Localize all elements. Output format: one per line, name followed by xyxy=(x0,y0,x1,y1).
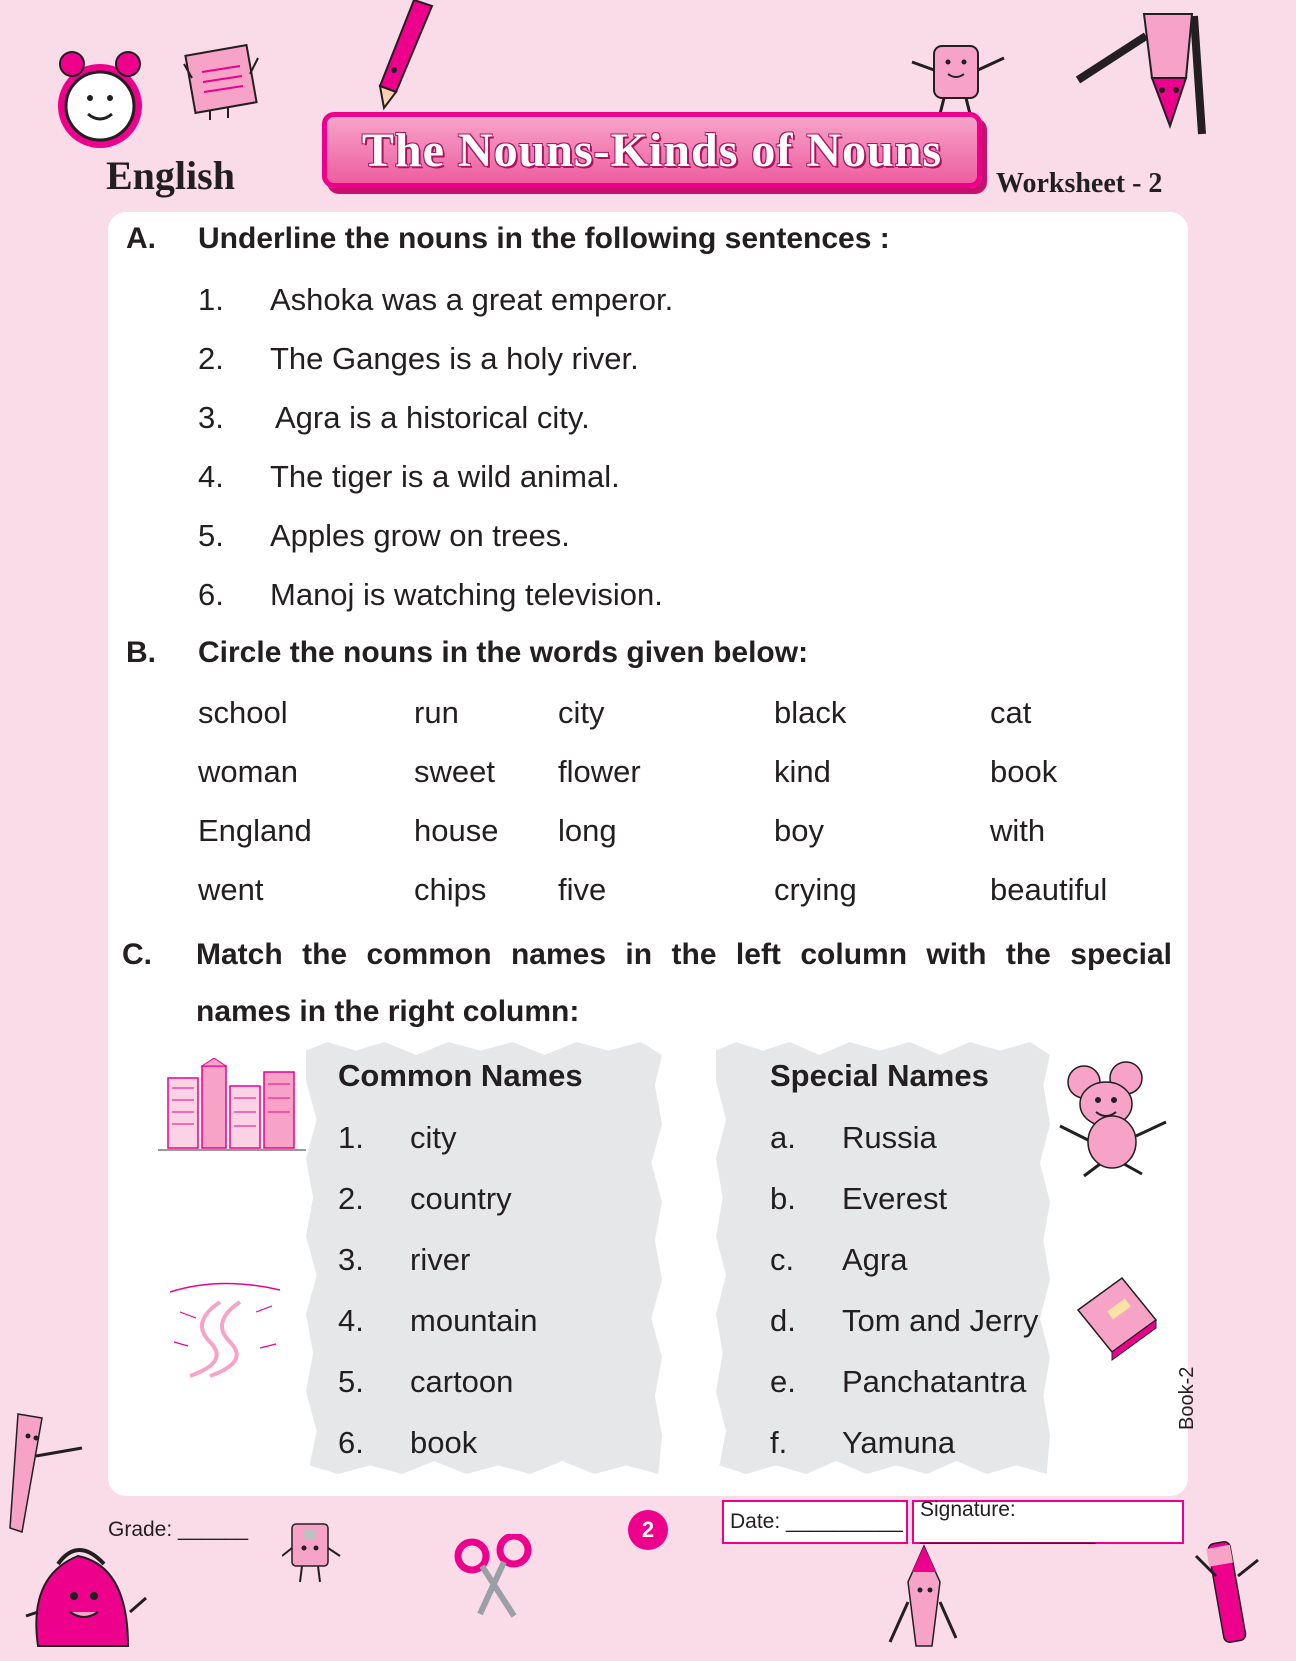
section-a-sentence: Agra is a historical city. xyxy=(275,400,590,435)
date-field[interactable]: Date: __________ xyxy=(730,1510,903,1533)
signature-box[interactable] xyxy=(912,1500,1184,1544)
mouse-cartoon-icon xyxy=(1054,1060,1174,1185)
noun-word[interactable]: England xyxy=(198,813,312,848)
noun-word[interactable]: chips xyxy=(414,872,487,907)
section-a-sentence: Apples grow on trees. xyxy=(270,518,570,553)
noun-word[interactable]: kind xyxy=(774,754,831,789)
river-icon xyxy=(160,1272,290,1387)
section-a-item-number: 1. xyxy=(198,282,224,317)
section-a-item-number: 5. xyxy=(198,518,224,553)
book-label: Book-2 xyxy=(1176,1366,1198,1430)
scissors-icon xyxy=(452,1534,538,1625)
common-name-number: 6. xyxy=(338,1425,364,1460)
noun-word[interactable]: boy xyxy=(774,813,824,848)
section-a-sentence: The tiger is a wild animal. xyxy=(270,459,620,494)
book-icon xyxy=(1068,1270,1164,1371)
noun-word[interactable]: with xyxy=(990,813,1046,848)
eraser-icon xyxy=(904,40,1014,121)
special-name-letter: e. xyxy=(770,1364,796,1399)
worksheet-label: Worksheet - 2 xyxy=(996,168,1163,199)
special-name[interactable]: Tom and Jerry xyxy=(842,1303,1039,1338)
common-name-number: 5. xyxy=(338,1364,364,1399)
special-names-heading: Special Names xyxy=(770,1058,989,1093)
special-name-letter: b. xyxy=(770,1181,796,1216)
common-name-number: 1. xyxy=(338,1120,364,1155)
page-number-badge: 2 xyxy=(628,1510,668,1550)
common-name[interactable]: river xyxy=(410,1242,471,1277)
common-name[interactable]: city xyxy=(410,1120,457,1155)
common-names-heading: Common Names xyxy=(338,1058,583,1093)
noun-word[interactable]: house xyxy=(414,813,499,848)
common-name[interactable]: mountain xyxy=(410,1303,538,1338)
noun-word[interactable]: black xyxy=(774,695,847,730)
noun-word[interactable]: went xyxy=(198,872,264,907)
section-b-letter: B. xyxy=(126,636,156,669)
grade-field[interactable]: Grade: ______ xyxy=(108,1518,249,1541)
title-banner xyxy=(322,112,982,188)
section-a-item-number: 4. xyxy=(198,459,224,494)
noun-word[interactable]: school xyxy=(198,695,288,730)
pen-icon xyxy=(1190,1536,1266,1659)
noun-word[interactable]: crying xyxy=(774,872,857,907)
section-a-sentence: The Ganges is a holy river. xyxy=(270,341,639,376)
section-a-letter: A. xyxy=(126,222,156,255)
city-buildings-icon xyxy=(158,1058,306,1163)
date-box[interactable] xyxy=(722,1500,908,1544)
common-name[interactable]: country xyxy=(410,1181,512,1216)
special-name[interactable]: Agra xyxy=(842,1242,908,1277)
sharpener-icon xyxy=(282,1518,342,1593)
special-name[interactable]: Yamuna xyxy=(842,1425,956,1460)
noun-word[interactable]: city xyxy=(558,695,605,730)
special-name-letter: d. xyxy=(770,1303,796,1338)
special-name[interactable]: Russia xyxy=(842,1120,937,1155)
section-a-item-number: 3. xyxy=(198,400,224,435)
section-b-instruction: Circle the nouns in the words given below: xyxy=(198,636,809,669)
pencil-icon xyxy=(370,0,440,117)
special-name[interactable]: Everest xyxy=(842,1181,948,1216)
pencil-character-icon xyxy=(1074,8,1214,143)
special-name[interactable]: Panchatantra xyxy=(842,1364,1027,1399)
common-name-number: 3. xyxy=(338,1242,364,1277)
section-c-letter: C. xyxy=(122,938,152,971)
section-a-instruction: Underline the nouns in the following sentences : xyxy=(198,222,890,255)
subject-label: English xyxy=(106,153,235,198)
noun-word[interactable]: five xyxy=(558,872,607,907)
common-name[interactable]: cartoon xyxy=(410,1364,514,1399)
common-name-number: 4. xyxy=(338,1303,364,1338)
section-a-item-number: 2. xyxy=(198,341,224,376)
noun-word[interactable]: long xyxy=(558,813,617,848)
common-name[interactable]: book xyxy=(410,1425,478,1460)
noun-word[interactable]: run xyxy=(414,695,459,730)
noun-word[interactable]: book xyxy=(990,754,1058,789)
notepad-icon xyxy=(176,44,266,129)
section-a-item-number: 6. xyxy=(198,577,224,612)
section-c-instruction-line-2: names in the right column: xyxy=(196,995,580,1028)
crayon-icon xyxy=(884,1542,964,1659)
special-name-letter: a. xyxy=(770,1120,796,1155)
signature-field[interactable]: Signature: _______________ xyxy=(920,1498,1096,1545)
section-c-instruction-line-1: Match the common names in the left column with the special xyxy=(196,938,1172,971)
alarm-clock-icon xyxy=(52,46,152,161)
section-a-sentence: Ashoka was a great emperor. xyxy=(270,282,674,317)
noun-word[interactable]: beautiful xyxy=(990,872,1108,907)
section-a-sentence: Manoj is watching television. xyxy=(270,577,663,612)
noun-word[interactable]: sweet xyxy=(414,754,495,789)
noun-word[interactable]: woman xyxy=(198,754,298,789)
common-name-number: 2. xyxy=(338,1181,364,1216)
page-title: The Nouns-Kinds of Nouns xyxy=(361,123,943,177)
special-name-letter: f. xyxy=(770,1425,788,1460)
noun-word[interactable]: flower xyxy=(558,754,641,789)
noun-word[interactable]: cat xyxy=(990,695,1032,730)
special-name-letter: c. xyxy=(770,1242,795,1277)
